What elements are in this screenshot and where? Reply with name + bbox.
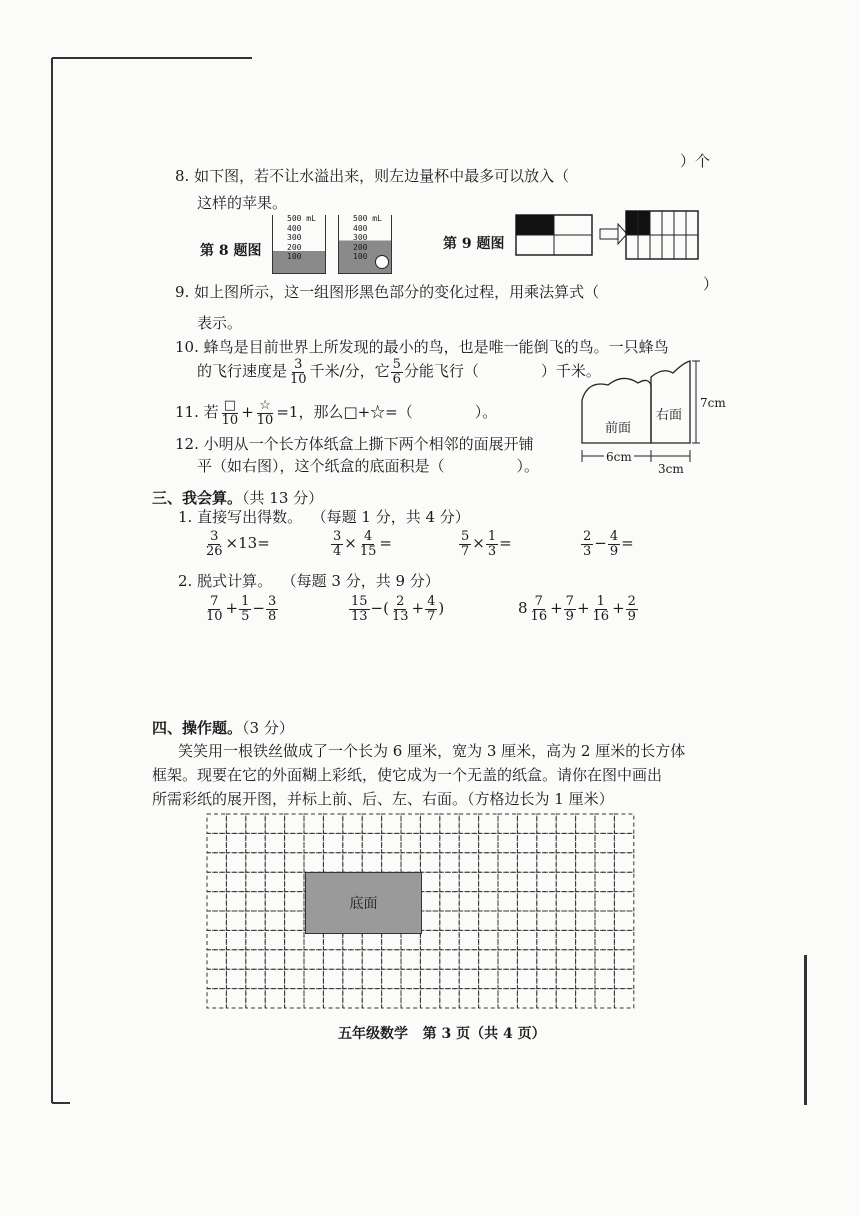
grid-cell: [265, 853, 284, 872]
sec4-line3: 所需彩纸的展开图，并标上前、后、左、右面。（方格边长为 1 厘米）: [152, 790, 614, 808]
grid-cell: [246, 892, 265, 911]
grid-cell: [479, 969, 498, 988]
grid-cell: [479, 872, 498, 891]
grid-cell: [207, 969, 226, 988]
fraction: $\frac{□}{10}$: [221, 398, 239, 428]
grid-cell: [343, 814, 362, 833]
grid-cell: [226, 814, 245, 833]
calc-problem-2: $\frac{3}{4}$ × $\frac{4}{15}$ =: [333, 529, 392, 559]
grid-cell: [595, 872, 614, 891]
sec3-sub2: 2. 脱式计算。 （每题 3 分，共 9 分）: [178, 572, 440, 590]
grid-cell: [285, 872, 304, 891]
grid-cell: [595, 950, 614, 969]
grid-cell: [401, 950, 420, 969]
grid-cell: [265, 892, 284, 911]
grid-cell: [285, 911, 304, 930]
grid-cell: [498, 969, 517, 988]
grid-cell: [440, 950, 459, 969]
grid-cell: [304, 814, 323, 833]
grid-cell: [285, 853, 304, 872]
grid-cell: [556, 989, 575, 1008]
grid-cell: [265, 950, 284, 969]
grid-cell: [343, 853, 362, 872]
grid-cell: [537, 950, 556, 969]
grid-cell: [556, 872, 575, 891]
grid-cell: [556, 892, 575, 911]
grid-cell: [343, 950, 362, 969]
sec3-title: 三、我会算。（共 13 分）: [152, 489, 324, 507]
grid-cell: [362, 969, 381, 988]
grid-cell: [323, 950, 342, 969]
grid-cell: [226, 930, 245, 949]
scan-edge-right: [804, 955, 807, 1105]
grid-cell: [576, 833, 595, 852]
grid-cell: [440, 892, 459, 911]
grid-cell: [576, 814, 595, 833]
grid-cell: [382, 969, 401, 988]
grid-cell: [207, 814, 226, 833]
measuring-cup-left: [272, 215, 326, 274]
grid-cell: [479, 853, 498, 872]
grid-cell: [246, 814, 265, 833]
grid-cell: [517, 853, 536, 872]
q9-blank-end: ）: [703, 275, 719, 293]
grid-cell: [207, 872, 226, 891]
fraction: $\frac{☆}{10}$: [256, 398, 274, 428]
sec4-line1: 笑笑用一根铁丝做成了一个长为 6 厘米，宽为 3 厘米，高为 2 厘米的长方体: [178, 742, 686, 760]
grid-cell: [420, 950, 439, 969]
base-face-label: 底面: [349, 896, 378, 912]
grid-cell: [420, 872, 439, 891]
scan-edge-bottom: [52, 1102, 70, 1104]
grid-cell: [595, 930, 614, 949]
grid-cell: [304, 833, 323, 852]
grid-cell: [614, 930, 633, 949]
grid-cell: [556, 853, 575, 872]
grid-cell: [498, 814, 517, 833]
grid-cell: [265, 911, 284, 930]
grid-cell: [517, 950, 536, 969]
q9-line1: 9. 如上图所示，这一组图形黑色部分的变化过程，用乘法算式（: [175, 283, 600, 301]
grid-cell: [498, 892, 517, 911]
grid-cell: [207, 989, 226, 1008]
grid-cell: [440, 969, 459, 988]
grid-cell: [420, 989, 439, 1008]
grid-cell: [479, 814, 498, 833]
grid-cell: [517, 930, 536, 949]
grid-cell: [614, 833, 633, 852]
grid-cell: [614, 950, 633, 969]
grid-cell: [479, 833, 498, 852]
fig9-label: 第 9 题图: [443, 236, 505, 252]
grid-cell: [576, 853, 595, 872]
grid-cell: [323, 969, 342, 988]
grid-cell: [401, 989, 420, 1008]
grid-cell: [595, 833, 614, 852]
q8-line2: 这样的苹果。: [197, 194, 288, 212]
grid-cell: [556, 950, 575, 969]
grid-cell: [246, 950, 265, 969]
grid-cell: [537, 911, 556, 930]
sec3-sub1: 1. 直接写出得数。 （每题 1 分，共 4 分）: [178, 508, 470, 526]
grid-cell: [285, 814, 304, 833]
step-calc-1: $\frac{7}{10}$ + $\frac{1}{5}$ − $\frac{3}{8}$: [206, 594, 277, 624]
grid-cell: [420, 930, 439, 949]
grid-cell: [498, 872, 517, 891]
grid-cell: [517, 872, 536, 891]
grid-cell: [362, 814, 381, 833]
grid-cell: [537, 833, 556, 852]
grid-cell: [537, 814, 556, 833]
grid-cell: [382, 833, 401, 852]
grid-cell: [576, 911, 595, 930]
grid-cell: [479, 930, 498, 949]
grid-cell: [382, 853, 401, 872]
grid-cell: [226, 833, 245, 852]
grid-cell: [226, 969, 245, 988]
grid-cell: [362, 989, 381, 1008]
grid-cell: [498, 911, 517, 930]
grid-cell: [498, 989, 517, 1008]
grid-cell: [614, 969, 633, 988]
grid-cell: [246, 872, 265, 891]
grid-cell: [226, 872, 245, 891]
grid-cell: [459, 892, 478, 911]
grid-cell: [459, 950, 478, 969]
apple-icon: [375, 255, 389, 269]
grid-cell: [498, 950, 517, 969]
cup-right-marks: 500 mL 400 300 200 100: [353, 214, 382, 261]
grid-cell: [362, 950, 381, 969]
grid-cell: [323, 853, 342, 872]
q11-line: 11. 若 $\frac{□}{10}$ + $\frac{☆}{10}$ =1，那么□+☆=（ ）。: [175, 398, 498, 428]
q12-line2: 平（如右图），这个纸盒的底面积是（ ）。: [197, 457, 540, 475]
grid-cell: [382, 989, 401, 1008]
grid-cell: [498, 833, 517, 852]
grid-cell: [537, 930, 556, 949]
grid-cell: [285, 969, 304, 988]
grid-cell: [595, 911, 614, 930]
grid-cell: [614, 853, 633, 872]
grid-cell: [614, 892, 633, 911]
grid-cell: [479, 989, 498, 1008]
grid-cell: [576, 989, 595, 1008]
grid-cell: [382, 950, 401, 969]
grid-cell: [323, 989, 342, 1008]
grid-cell: [285, 930, 304, 949]
grid-cell: [576, 930, 595, 949]
calc-problem-4: $\frac{2}{3}$ − $\frac{4}{9}$ =: [583, 529, 634, 559]
grid-cell: [401, 814, 420, 833]
grid-cell: [246, 833, 265, 852]
scan-edge-left: [51, 58, 53, 1103]
grid-cell: [440, 911, 459, 930]
grid-cell: [304, 989, 323, 1008]
grid-cell: [343, 969, 362, 988]
grid-cell: [440, 989, 459, 1008]
grid-cell: [576, 872, 595, 891]
grid-cell: [576, 892, 595, 911]
grid-cell: [517, 969, 536, 988]
grid-cell: [323, 814, 342, 833]
grid-cell: [479, 892, 498, 911]
grid-cell: [595, 853, 614, 872]
box-w2-label: 3cm: [658, 462, 684, 476]
grid-cell: [556, 814, 575, 833]
grid-cell: [285, 833, 304, 852]
grid-cell: [595, 969, 614, 988]
grid-cell: [207, 930, 226, 949]
q10-line1: 10. 蜂鸟是目前世界上所发现的最小的鸟，也是唯一能倒飞的鸟。一只蜂鸟: [175, 338, 669, 356]
grid-cell: [420, 833, 439, 852]
grid-cell: [304, 853, 323, 872]
grid-cell: [537, 892, 556, 911]
grid-cell: [459, 911, 478, 930]
grid-cell: [207, 911, 226, 930]
grid-cell: [420, 911, 439, 930]
grid-cell: [614, 814, 633, 833]
grid-cell: [382, 814, 401, 833]
grid-cell: [265, 930, 284, 949]
grid-cell: [265, 989, 284, 1008]
grid-cell: [401, 833, 420, 852]
grid-cell: [556, 969, 575, 988]
grid-cell: [556, 833, 575, 852]
base-face: [305, 872, 422, 934]
grid-cell: [285, 989, 304, 1008]
grid-cell: [420, 853, 439, 872]
grid-cell: [498, 930, 517, 949]
grid-cell: [401, 853, 420, 872]
calc-problem-3: $\frac{5}{7}$ × $\frac{1}{3}$ =: [461, 529, 512, 559]
grid-cell: [265, 814, 284, 833]
grid-cell: [362, 833, 381, 852]
grid-cell: [285, 950, 304, 969]
grid-cell: [265, 969, 284, 988]
fig9-left-shaded: [516, 215, 554, 235]
grid-cell: [459, 853, 478, 872]
grid-cell: [265, 872, 284, 891]
grid-cell: [517, 833, 536, 852]
grid-cell: [459, 872, 478, 891]
grid-cell: [517, 814, 536, 833]
grid-cell: [207, 833, 226, 852]
grid-cell: [479, 950, 498, 969]
grid-cell: [246, 989, 265, 1008]
grid-cell: [226, 853, 245, 872]
sec4-line2: 框架。现要在它的外面糊上彩纸，使它成为一个无盖的纸盒。请你在图中画出: [152, 766, 663, 784]
grid-cell: [440, 872, 459, 891]
scan-edge-top: [52, 57, 252, 59]
grid-cell: [459, 930, 478, 949]
q10-line2: 的飞行速度是 $\frac{3}{10}$ 千米/分，它 $\frac{5}{6}$ 分能飞行（ ）千米。: [197, 357, 601, 387]
fraction: $\frac{5}{6}$: [392, 357, 401, 387]
cup-left-marks: 500 mL 400 300 200 100: [287, 214, 316, 261]
grid-cell: [556, 930, 575, 949]
grid-cell: [440, 833, 459, 852]
grid-cell: [420, 814, 439, 833]
q8-blank-end: ）个: [680, 152, 711, 170]
grid-cell: [226, 892, 245, 911]
measuring-cup-right: [338, 215, 392, 274]
grid-cell: [265, 833, 284, 852]
grid-cell: [440, 930, 459, 949]
grid-cell: [614, 911, 633, 930]
grid-cell: [246, 911, 265, 930]
fig8-label: 第 8 题图: [200, 243, 262, 259]
grid-cell: [440, 853, 459, 872]
box-net-figure: [568, 355, 728, 480]
grid-cell: [537, 872, 556, 891]
grid-cell: [595, 892, 614, 911]
grid-cell: [420, 892, 439, 911]
grid-cell: [459, 969, 478, 988]
grid-cell: [207, 853, 226, 872]
grid-cell: [498, 853, 517, 872]
grid-cell: [226, 950, 245, 969]
grid-cell: [517, 989, 536, 1008]
grid-cell: [537, 989, 556, 1008]
grid-cell: [304, 969, 323, 988]
grid-cell: [362, 853, 381, 872]
step-calc-3: 8 $\frac{7}{16}$ + $\frac{7}{9}$ + $\frac{1}{16}$ + $\frac{2}{9}$: [518, 594, 636, 624]
fraction: $\frac{3}{10}$: [290, 357, 307, 387]
grid-cell: [246, 930, 265, 949]
grid-cell: [479, 911, 498, 930]
grid-cell: [246, 969, 265, 988]
sec4-title: 四、操作题。（3 分）: [152, 719, 294, 737]
page-footer: 五年级数学 第 3 页（共 4 页）: [338, 1026, 546, 1042]
grid-cell: [207, 950, 226, 969]
grid-cell: [614, 872, 633, 891]
grid-cell: [537, 969, 556, 988]
grid-cell: [226, 989, 245, 1008]
grid-cell: [323, 833, 342, 852]
grid-cell: [226, 911, 245, 930]
grid-cell: [459, 989, 478, 1008]
grid-cell: [304, 950, 323, 969]
grid-cell: [440, 814, 459, 833]
grid-cell: [576, 950, 595, 969]
grid-cell: [343, 833, 362, 852]
fig9-diagram: [515, 208, 705, 264]
grid-cell: [207, 892, 226, 911]
grid-cell: [285, 892, 304, 911]
grid-cell: [576, 969, 595, 988]
box-height-label: 7cm: [700, 396, 726, 410]
grid-cell: [595, 814, 614, 833]
box-right-label: 右面: [656, 408, 683, 423]
grid-cell: [459, 814, 478, 833]
grid-cell: [343, 989, 362, 1008]
grid-cell: [459, 833, 478, 852]
step-calc-2: $\frac{15}{13}$ −( $\frac{2}{13}$ + $\frac{4}{7}$ ): [351, 594, 445, 624]
grid-cell: [246, 853, 265, 872]
grid-cell: [517, 892, 536, 911]
grid-cell: [401, 969, 420, 988]
q12-line1: 12. 小明从一个长方体纸盒上撕下两个相邻的面展开铺: [175, 435, 534, 453]
grid-cell: [537, 853, 556, 872]
q8-line1: 8. 如下图，若不让水溢出来，则左边量杯中最多可以放入（: [175, 167, 570, 185]
grid-cell: [517, 911, 536, 930]
box-w1-label: 6cm: [606, 450, 632, 464]
arrow-icon: [600, 224, 627, 244]
box-front-label: 前面: [605, 421, 632, 436]
calc-problem-1: $\frac{3}{26}$ ×13=: [206, 529, 270, 559]
grid-cell: [420, 969, 439, 988]
grid-cell: [595, 989, 614, 1008]
grid-cell: [556, 911, 575, 930]
q9-line2: 表示。: [197, 314, 243, 332]
grid-cell: [614, 989, 633, 1008]
